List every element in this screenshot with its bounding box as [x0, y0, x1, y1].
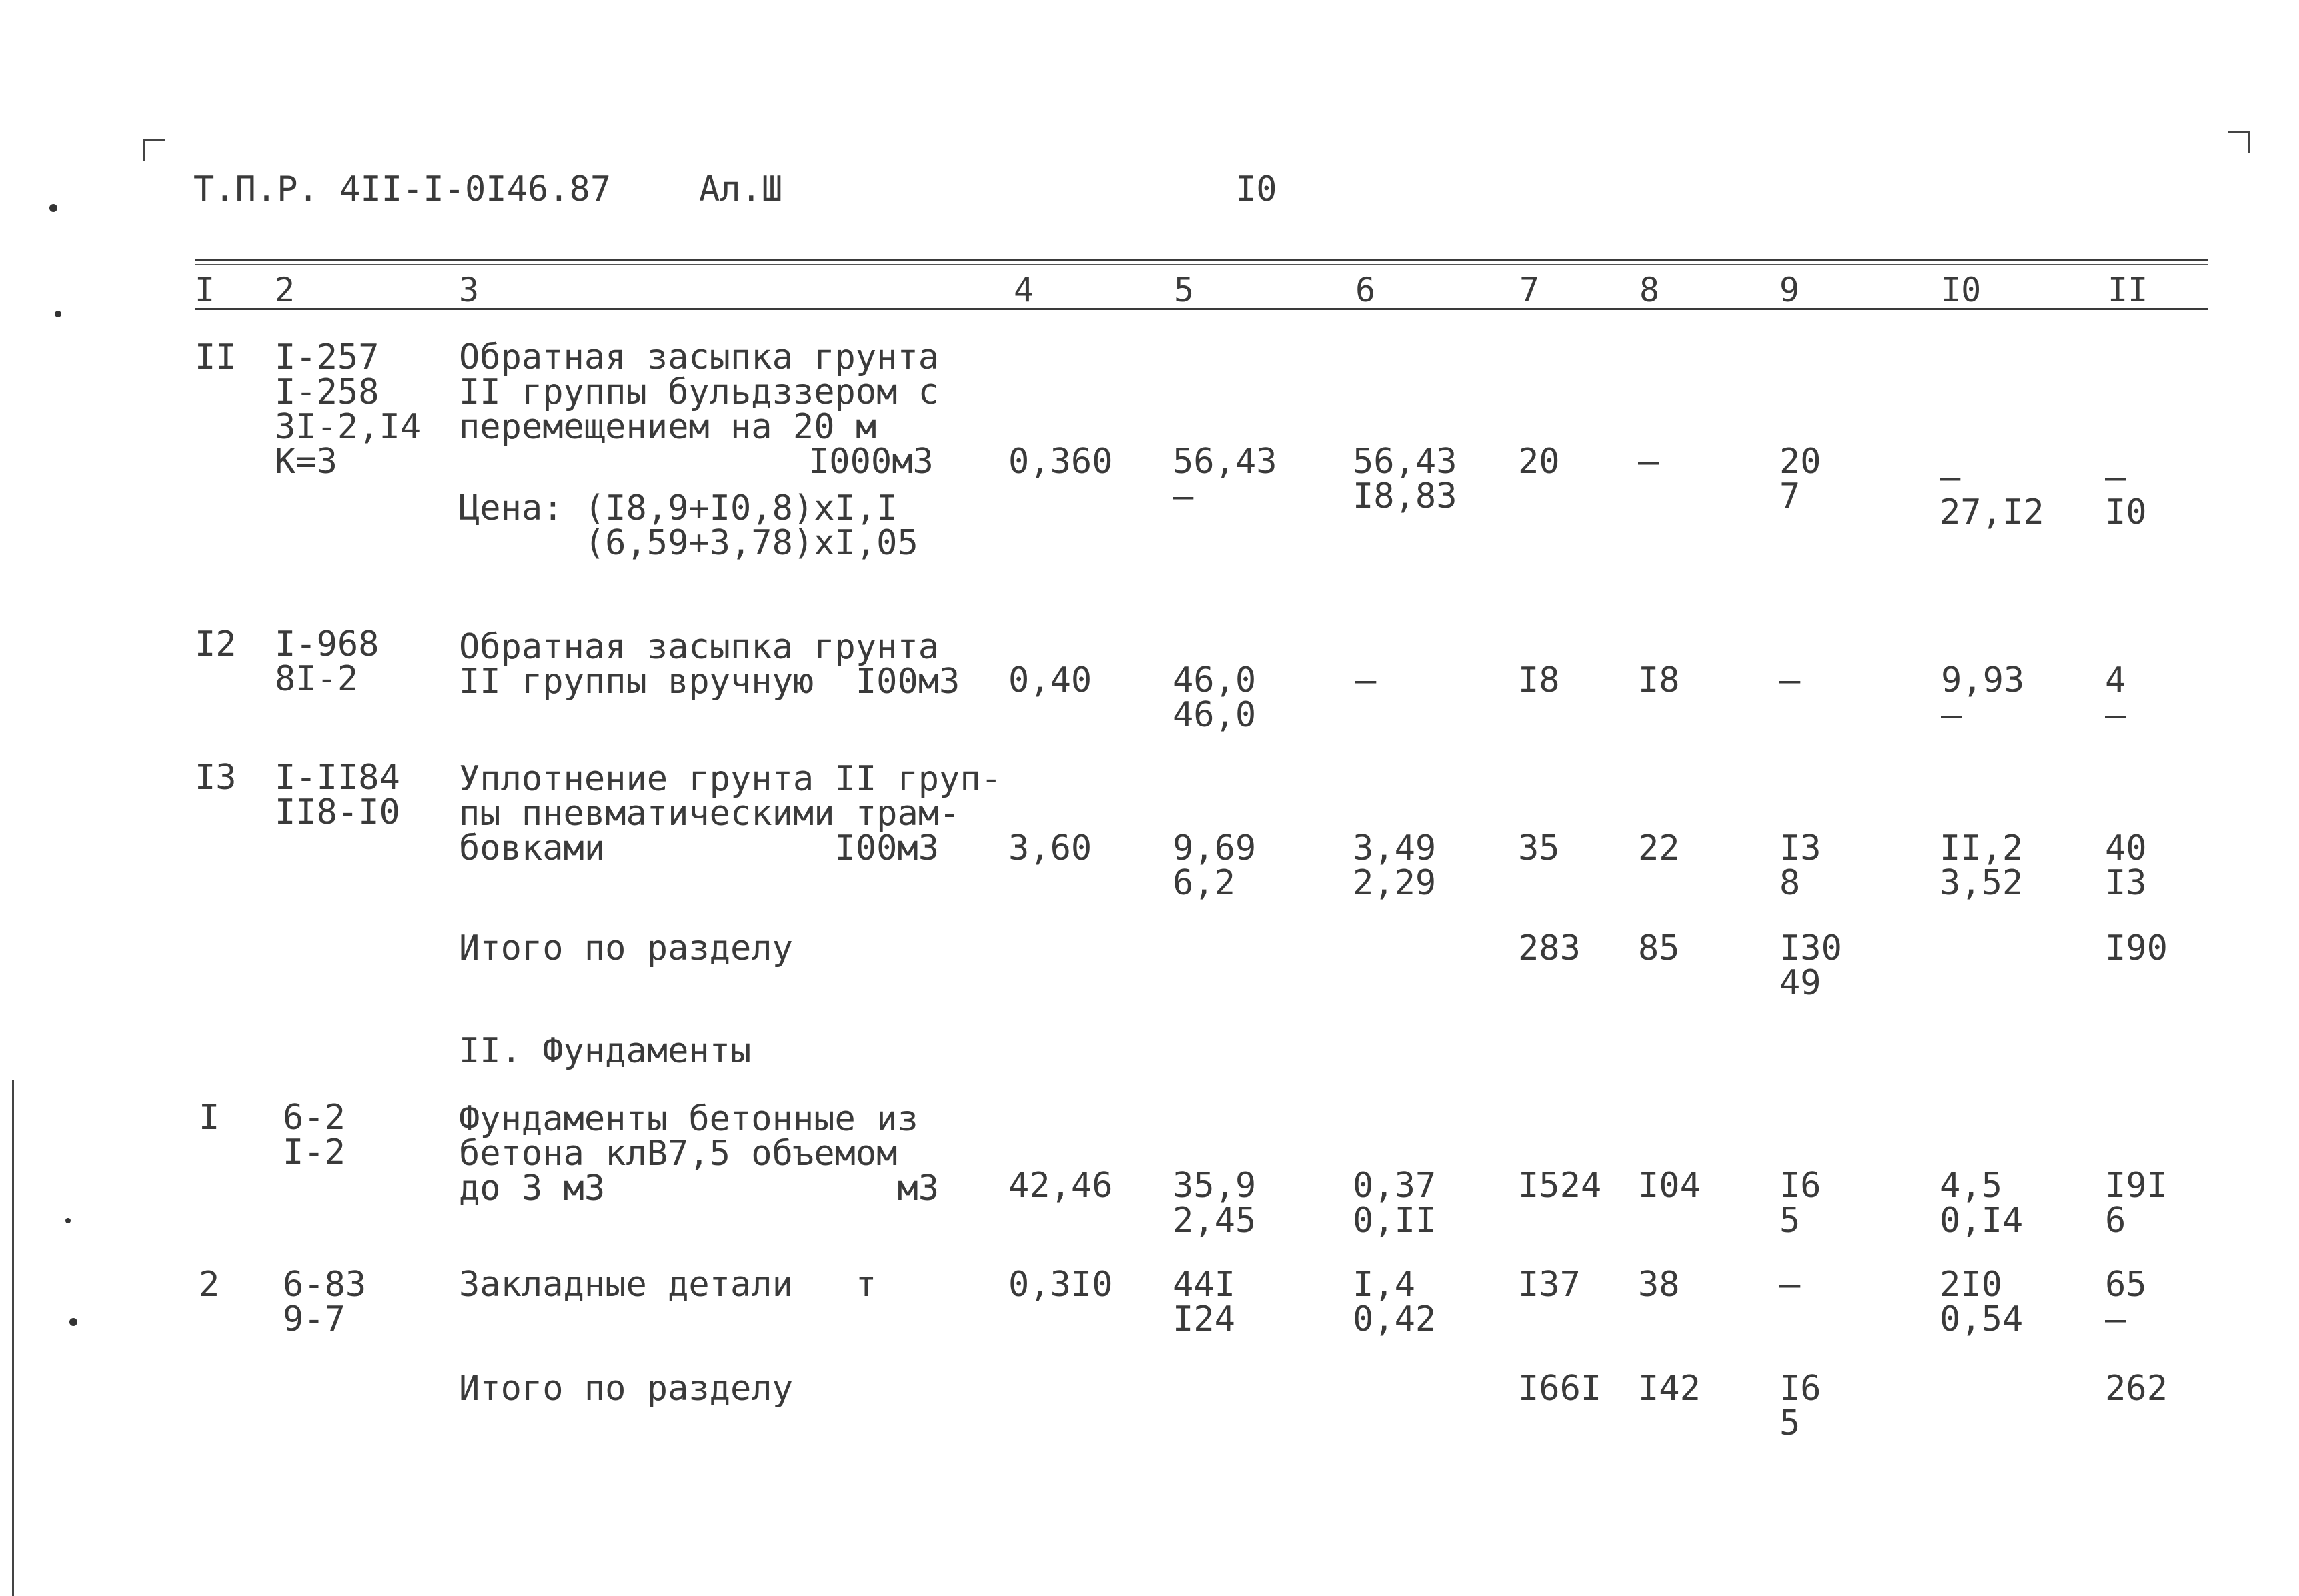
- document-designation: Т.П.Р. 4II-I-0I46.87: [193, 169, 612, 209]
- table-cell-col8: 85: [1638, 928, 1680, 968]
- table-cell-col5: 56,43 —: [1173, 442, 1277, 516]
- table-cell-col4: 0,40: [1008, 660, 1092, 700]
- table-cell-col5: 35,9 2,45: [1173, 1166, 1257, 1241]
- table-cell-col6: —: [1355, 660, 1377, 700]
- table-row-code: 6-83 9-7: [283, 1265, 367, 1339]
- table-cell-col11: 65 —: [2105, 1265, 2147, 1339]
- column-header-10: I0: [1941, 271, 1982, 309]
- table-cell-col6: 56,43 I8,83: [1353, 442, 1457, 516]
- table-cell-col11: 4 —: [2105, 660, 2126, 735]
- table-cell-col11: I90: [2105, 928, 2168, 968]
- table-cell-col10: 9,93 —: [1941, 660, 2025, 735]
- column-header-4: 4: [1014, 271, 1034, 309]
- table-cell-col7: 283: [1518, 928, 1581, 968]
- table-cell-col4: 0,3I0: [1008, 1265, 1113, 1305]
- table-cell-col6: 0,37 0,II: [1353, 1166, 1437, 1241]
- table-cell-col10: 4,5 0,I4: [1940, 1166, 2024, 1241]
- table-row-code: 6-2 I-2: [283, 1098, 345, 1172]
- column-header-8: 8: [1639, 271, 1660, 309]
- table-cell-col9: —: [1779, 660, 1801, 700]
- header-rule-top-thin: [195, 264, 2208, 265]
- table-cell-col7: 20: [1518, 442, 1560, 482]
- section-total-label: Итого по разделу: [459, 928, 793, 968]
- table-cell-col8: 38: [1638, 1265, 1680, 1305]
- table-row-number: II: [195, 337, 237, 377]
- table-row-number: 2: [199, 1265, 220, 1305]
- table-cell-col10: — 27,I2: [1940, 458, 2044, 532]
- margin-dot: [55, 311, 61, 317]
- corner-mark-top-right: [2228, 131, 2250, 153]
- table-cell-col5: 46,0 46,0: [1173, 660, 1257, 735]
- margin-dot: [65, 1218, 71, 1223]
- table-cell-col7: I524: [1518, 1166, 1602, 1206]
- table-cell-col11: 40 I3: [2105, 828, 2147, 903]
- table-cell-col6: 3,49 2,29: [1353, 828, 1437, 903]
- table-row-number: I: [199, 1098, 220, 1138]
- column-header-6: 6: [1355, 271, 1376, 309]
- column-header-3: 3: [459, 271, 480, 309]
- table-row-description: Уплотнение грунта II груп- пы пневматическими трам- бовками I00м3: [459, 759, 1002, 868]
- column-header-5: 5: [1174, 271, 1195, 309]
- table-cell-col8: I8: [1638, 660, 1680, 700]
- column-header-2: 2: [275, 271, 295, 309]
- section-heading: II. Фундаменты: [459, 1031, 752, 1071]
- column-header-11: II: [2108, 271, 2148, 309]
- table-cell-col4: 3,60: [1008, 828, 1092, 868]
- table-cell-col4: 42,46: [1008, 1166, 1113, 1206]
- table-cell-col10: 2I0 0,54: [1940, 1265, 2024, 1339]
- column-header-9: 9: [1779, 271, 1800, 309]
- table-row-description: Закладные детали т: [459, 1265, 877, 1305]
- table-cell-col11: 262: [2105, 1369, 2168, 1409]
- table-cell-col8: —: [1638, 442, 1659, 482]
- table-cell-col9: I30 49: [1779, 928, 1842, 1003]
- page-number: I0: [1235, 169, 1277, 209]
- table-row-unit: I000м3: [808, 442, 934, 482]
- table-cell-col8: I42: [1638, 1369, 1701, 1409]
- table-cell-col7: 35: [1518, 828, 1560, 868]
- column-header-1: I: [195, 271, 215, 309]
- table-cell-col7: I66I: [1518, 1369, 1602, 1409]
- table-cell-col8: I04: [1638, 1166, 1701, 1206]
- table-row-description: Фундаменты бетонные из бетона клВ7,5 объемом до 3 м3 м3: [459, 1099, 940, 1209]
- left-edge-line: [12, 1080, 14, 1596]
- table-cell-col9: 20 7: [1779, 442, 1821, 516]
- album-number: Ал.Ш: [699, 169, 783, 209]
- table-cell-col8: 22: [1638, 828, 1680, 868]
- table-row-code: I-257 I-258 3I-2,I4 К=3: [275, 337, 422, 482]
- column-header-7: 7: [1519, 271, 1540, 309]
- table-cell-col5: 9,69 6,2: [1173, 828, 1257, 903]
- table-cell-col5: 44I I24: [1173, 1265, 1235, 1339]
- table-cell-col7: I37: [1518, 1265, 1581, 1305]
- table-row-description: Обратная засыпка грунта II группы бульдззером с перемещением на 20 м: [459, 337, 940, 447]
- table-cell-col6: I,4 0,42: [1353, 1265, 1437, 1339]
- margin-dot: [49, 204, 57, 212]
- table-cell-col7: I8: [1518, 660, 1560, 700]
- table-row-code: I-II84 II8-I0: [275, 758, 400, 832]
- table-cell-col10: II,2 3,52: [1940, 828, 2024, 903]
- table-cell-col9: I3 8: [1779, 828, 1821, 903]
- table-cell-col9: —: [1779, 1265, 1801, 1305]
- header-rule-top: [195, 259, 2208, 261]
- table-row-code: I-968 8I-2: [275, 624, 379, 699]
- margin-dot: [69, 1318, 77, 1326]
- table-cell-col4: 0,360: [1008, 442, 1113, 482]
- section-total-label: Итого по разделу: [459, 1369, 793, 1409]
- table-cell-col11: I9I 6: [2105, 1166, 2168, 1241]
- header-rule-bottom: [195, 308, 2208, 310]
- corner-mark-top-left: [143, 139, 165, 161]
- table-row-number: I2: [195, 624, 237, 664]
- table-cell-col9: I6 5: [1779, 1166, 1821, 1241]
- table-cell-col9: I6 5: [1779, 1369, 1821, 1443]
- table-row-price-formula: Цена: (I8,9+I0,8)xI,I (6,59+3,78)xI,05: [459, 488, 918, 563]
- table-row-description: Обратная засыпка грунта II группы вручную I00м3: [459, 627, 960, 702]
- table-cell-col11: — I0: [2105, 458, 2147, 532]
- table-row-number: I3: [195, 758, 237, 798]
